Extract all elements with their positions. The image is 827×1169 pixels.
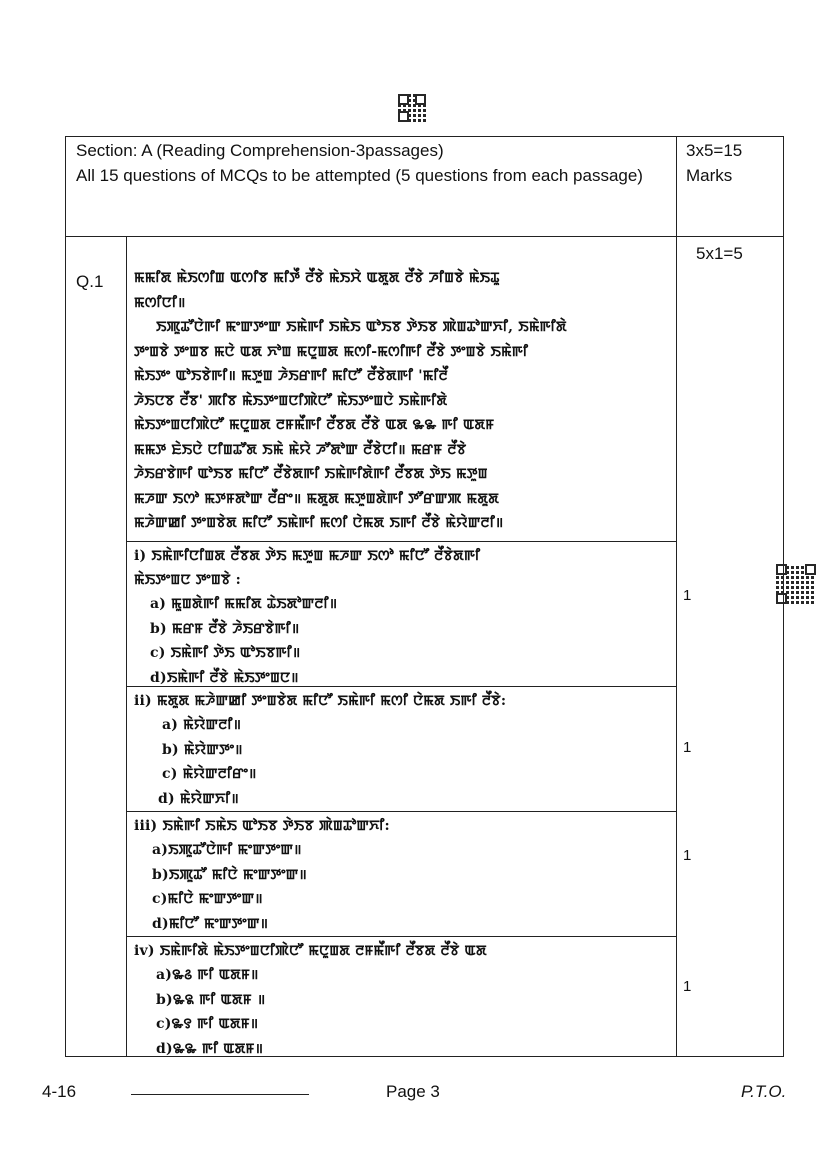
question-marks: 5x1=5	[696, 244, 743, 263]
passage-line: ꯏꯄꯨꯊꯧꯅꯥꯒꯤ ꯃꯦꯛꯇꯦꯛ ꯏꯃꯥꯒꯤ ꯏꯃꯥꯏ ꯑꯣꯏꯕ ꯇꯥꯏꯕ ꯄꯥꯡꯊꯣꯛꯈꯤ, ꯏꯃꯥꯒꯤꯗꯥ	[156, 319, 567, 335]
footer-code: 4-16	[42, 1082, 77, 1101]
subq-divider-2	[126, 811, 676, 812]
passage-line: ꯃꯥꯏꯇꯦꯡꯅꯤꯄꯥꯅꯧ ꯃꯅꯨꯡꯗ ꯂꯝꯃꯩꯒꯤ ꯂꯩꯕꯗ ꯂꯩꯕꯥ ꯑꯗ ꯳꯳ ꯒꯤ ꯑꯗꯝ	[134, 417, 495, 433]
option-b: b) ꯃꯥꯌꯥꯛꯇꯦ॥	[162, 741, 243, 758]
option-a: a) ꯃꯥꯌꯥꯛꯂꯤ॥	[162, 717, 242, 733]
qr-code-top	[398, 94, 426, 122]
passage-divider	[126, 541, 676, 542]
page-number: Page 3	[386, 1082, 440, 1101]
passage-line: ꯃꯍꯛ ꯏꯁꯣ ꯃꯇꯝꯗꯣꯛ ꯂꯩꯔꯦ॥ ꯃꯗꯨꯗ ꯃꯇꯨꯡꯗꯥꯒꯤ ꯇꯧꯔꯛꯄ ꯃꯗꯨꯗ	[134, 490, 500, 507]
passage-line: ꯇꯦꯡꯕꯥ ꯇꯦꯡꯕ ꯃꯅꯥ ꯑꯗ ꯈꯣꯡ ꯃꯅꯨꯡꯗ ꯃꯁꯤ-ꯃꯁꯤꯒꯤ ꯂꯩꯕꯥ ꯇꯦꯡꯕꯥ ꯏꯃꯥꯒꯤ	[134, 343, 529, 360]
subquestion-stem: ꯃꯥꯏꯇꯦꯡꯅ ꯇꯦꯡꯕꯥ :	[134, 572, 242, 588]
passage-line: ꯍꯥꯏꯔꯕꯥꯒꯤ ꯑꯣꯏꯕ ꯃꯤꯅꯧ ꯂꯩꯕꯥꯗꯒꯤ ꯏꯃꯥꯒꯤꯗꯥꯒꯤ ꯂꯩꯕꯗ ꯇꯥꯏ ꯃꯇꯨꯡ	[134, 466, 488, 482]
section-title: Section: A (Reading Comprehension-3passages)	[76, 141, 444, 160]
subq-divider-3	[126, 936, 676, 937]
passage-line: ꯍꯥꯏꯅꯕ ꯂꯩꯕ' ꯄꯤꯕ ꯃꯥꯏꯇꯦꯡꯅꯤꯄꯥꯅꯧ ꯃꯥꯏꯇꯦꯡꯅꯥ ꯏꯃꯥꯒꯤꯗꯥ	[134, 392, 448, 409]
section-instruction: All 15 questions of MCQs to be attempted (5 questions from each passage)	[76, 166, 643, 185]
subquestion-1	[134, 544, 664, 690]
subquestion-stem: iii) ꯏꯃꯥꯒꯤ ꯏꯃꯥꯏ ꯑꯣꯏꯕ ꯇꯥꯏꯕ ꯄꯥꯡꯊꯣꯛꯈꯤ:	[134, 818, 390, 834]
please-turn-over: P.T.O.	[741, 1082, 787, 1101]
option-a: a)ꯏꯄꯨꯊꯧꯅꯥꯒꯤ ꯃꯦꯛꯇꯦꯛ॥	[152, 842, 302, 858]
footer-rule	[131, 1094, 309, 1095]
subquestion-stem: iv) ꯏꯃꯥꯒꯤꯗꯥ ꯃꯥꯏꯇꯦꯡꯅꯤꯄꯥꯅꯧ ꯃꯅꯨꯡꯗ ꯂꯝꯃꯩꯒꯤ ꯂꯩꯕꯗ ꯂꯩꯕꯥ ꯑꯗ	[134, 943, 487, 959]
subquestion-2-marks: 1	[683, 739, 692, 756]
subquestion-stem: ii) ꯃꯗꯨꯗ ꯃꯍꯥꯛꯀꯤ ꯇꯦꯡꯕꯥꯗ ꯃꯤꯅꯧ ꯏꯃꯥꯒꯤ ꯃꯁꯤ ꯅꯥꯃꯗ ꯏꯒꯤ ꯂꯩꯕꯥ:	[134, 693, 507, 709]
subquestion-3	[134, 814, 664, 936]
option-d: d)ꯃꯤꯅꯧ ꯃꯦꯛꯇꯦꯛ॥	[152, 915, 269, 932]
marks-column-divider	[676, 136, 677, 1057]
passage-line: ꯃꯃꯤꯗ ꯃꯥꯏꯁꯤꯡ ꯑꯁꯤꯕ ꯃꯤꯇꯩ ꯂꯩꯕꯥ ꯃꯥꯏꯆꯥ ꯑꯗꯨꯗ ꯂꯩꯕꯥ ꯍꯤꯡꯕꯥ ꯃꯥꯏꯊꯨ	[134, 270, 500, 286]
passage-line: ꯃꯥꯏꯇꯦ ꯑꯣꯏꯕꯥꯒꯤ॥ ꯃꯇꯨꯡ ꯍꯥꯏꯔꯒꯤ ꯃꯤꯅꯧ ꯂꯩꯕꯥꯗꯒꯤ 'ꯃꯤꯂꯩ	[134, 368, 448, 384]
option-c: c)꯳꯱ ꯒꯤ ꯑꯗꯝ॥	[156, 1016, 259, 1032]
option-c: c) ꯃꯥꯌꯥꯛꯂꯤꯔꯦ॥	[162, 766, 257, 782]
option-a: a)꯳꯴ ꯒꯤ ꯑꯗꯝ॥	[156, 967, 259, 983]
option-d: d) ꯃꯥꯌꯥꯛꯈꯤ॥	[158, 790, 239, 807]
subquestion-2	[134, 689, 664, 811]
passage-line: ꯃꯁꯤꯅꯤ॥	[134, 294, 186, 311]
subquestion-3-marks: 1	[683, 847, 692, 864]
subquestion-1-marks: 1	[683, 587, 692, 604]
section-heading	[76, 138, 672, 188]
question-number: Q.1	[76, 272, 104, 291]
option-a: a) ꯃꯨꯡꯗꯥꯒꯤ ꯃꯃꯤꯗ ꯊꯥꯏꯗꯣꯛꯂꯤ॥	[150, 596, 338, 612]
option-c: c) ꯏꯃꯥꯒꯤ ꯇꯥꯏ ꯑꯣꯏꯕꯒꯤ॥	[150, 645, 301, 661]
reading-passage	[134, 266, 664, 536]
option-b: b)ꯏꯄꯨꯊꯧ ꯃꯤꯅꯥ ꯃꯦꯛꯇꯦꯛ॥	[152, 866, 308, 883]
option-b: b) ꯃꯔꯝ ꯂꯩꯕꯥ ꯍꯥꯏꯔꯕꯥꯒꯤ॥	[150, 620, 300, 637]
passage-line: ꯃꯍꯥꯛꯀꯤ ꯇꯦꯡꯕꯥꯗ ꯃꯤꯅꯧ ꯏꯃꯥꯒꯤ ꯃꯁꯤ ꯅꯥꯃꯗ ꯏꯒꯤ ꯂꯩꯕꯥ ꯃꯥꯌꯥꯛꯂꯤ॥	[134, 515, 504, 531]
option-d: d)꯳꯳ ꯒꯤ ꯑꯗꯝ॥	[156, 1040, 264, 1057]
qnum-column-divider	[126, 236, 127, 1057]
option-c: c)ꯃꯤꯅꯥ ꯃꯦꯛꯇꯦꯛ॥	[152, 891, 263, 907]
section-marks: 3x5=15 Marks	[686, 141, 743, 185]
header-row-divider	[65, 236, 784, 237]
passage-line: ꯃꯃꯇ ꯐꯥꯏꯅꯥ ꯅꯤꯡꯊꯧꯗ ꯏꯃꯥ ꯃꯥꯌꯥ ꯍꯧꯗꯣꯛ ꯂꯩꯕꯥꯅꯤ॥ ꯃꯔꯝ ꯂꯩꯕꯥ	[134, 441, 467, 458]
subquestion-stem: i) ꯏꯃꯥꯒꯤꯅꯤꯡꯗ ꯂꯩꯕꯗ ꯇꯥꯏ ꯃꯇꯨꯡ ꯃꯍꯛ ꯏꯁꯣ ꯃꯤꯅꯧ ꯂꯩꯕꯥꯗꯒꯤ	[134, 548, 481, 564]
option-b: b)꯳꯲ ꯒꯤ ꯑꯗꯝ ॥	[156, 991, 266, 1008]
subquestion-4	[134, 939, 664, 1061]
subquestion-4-marks: 1	[683, 978, 692, 995]
option-d: d)ꯏꯃꯥꯒꯤ ꯂꯩꯕꯥ ꯃꯥꯏꯇꯦꯡꯅ॥	[150, 669, 299, 686]
